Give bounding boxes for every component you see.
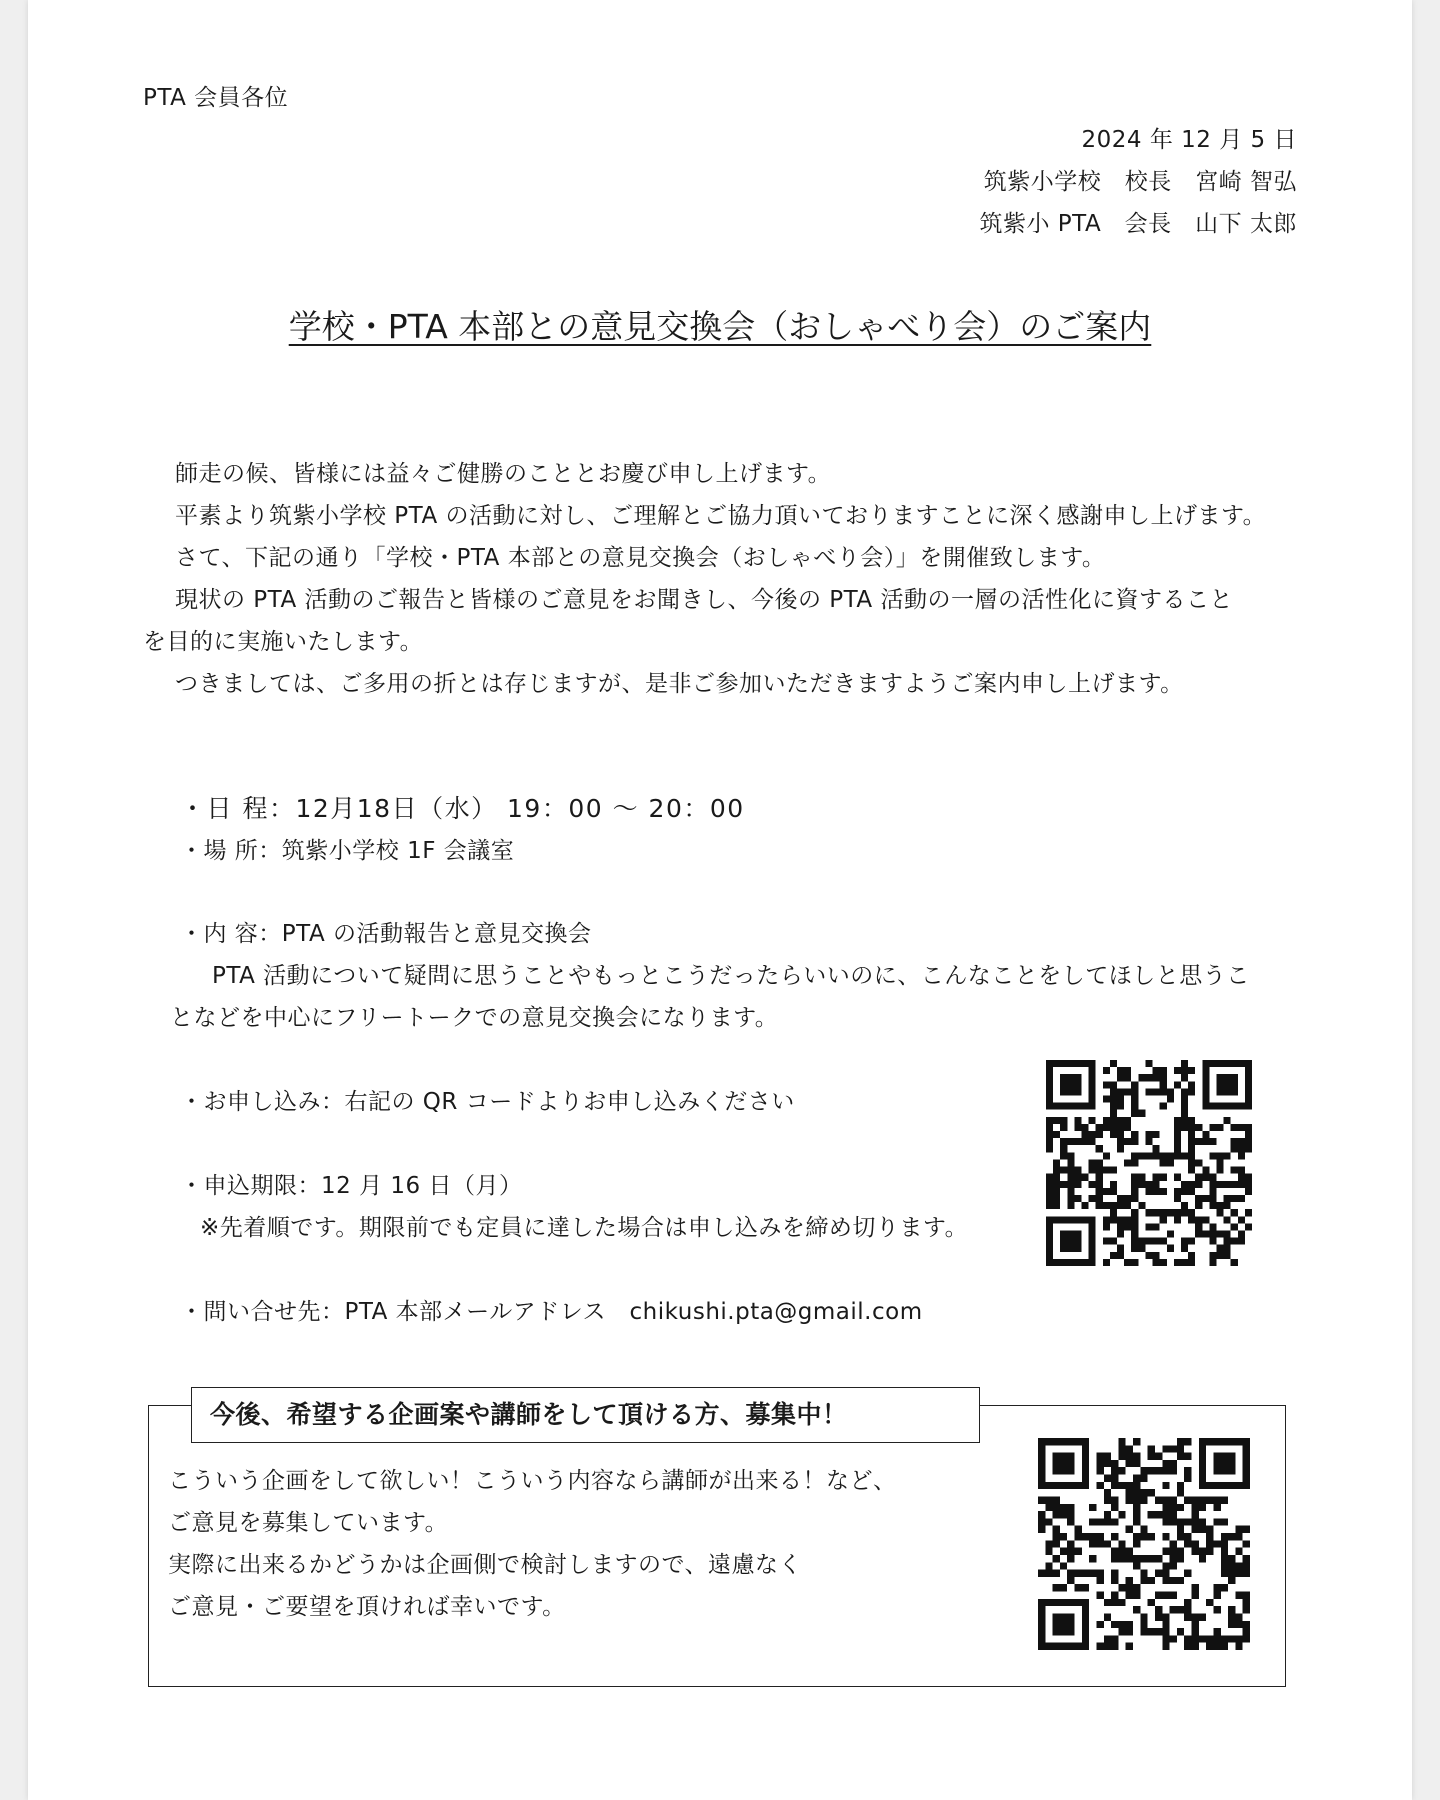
body-line-3: さて、下記の通り「学校・PTA 本部との意見交換会（おしゃべり会）」を開催致します。 xyxy=(175,545,1106,571)
contact-item: ・問い合せ先：PTA 本部メールアドレス chikushi.pta@gmail.com xyxy=(180,1299,923,1325)
recruit-line-2: ご意見を募集しています。 xyxy=(168,1510,449,1536)
apply-item: ・お申し込み：右記の QR コードよりお申し込みください xyxy=(180,1089,795,1115)
content-item: ・内 容：PTA の活動報告と意見交換会 xyxy=(180,921,592,947)
recruit-line-1: こういう企画をして欲しい！こういう内容なら講師が出来る！など、 xyxy=(168,1468,897,1494)
content-description-2: となどを中心にフリートークでの意見交換会になります。 xyxy=(170,1005,779,1031)
content-description-1: PTA 活動について疑問に思うことやもっとこうだったらいいのに、こんなことをしてほしと思うこ xyxy=(212,963,1250,989)
sender-pta-president: 筑紫小 PTA 会長 山下 太郎 xyxy=(979,211,1297,237)
place-item: ・場 所：筑紫小学校 1F 会議室 xyxy=(180,838,515,864)
document-date: 2024 年 12 月 5 日 xyxy=(1081,127,1297,153)
body-line-2: 平素より筑紫小学校 PTA の活動に対し、ご理解とご協力頂いておりますことに深く感謝申し上げます。 xyxy=(175,503,1267,529)
body-line-6: つきましては、ご多用の折とは存じますが、是非ご参加いただきますようご案内申し上げます。 xyxy=(175,671,1184,697)
recruit-line-3: 実際に出来るかどうかは企画側で検討しますので、遠慮なく xyxy=(168,1552,803,1578)
application-qr-code[interactable] xyxy=(1046,1060,1252,1266)
body-line-5: を目的に実施いたします。 xyxy=(143,629,424,655)
addressee: PTA 会員各位 xyxy=(143,85,289,111)
schedule-item: ・日 程：12月18日（水） 19：00 ～ 20：00 xyxy=(180,794,745,823)
recruit-qr-code[interactable] xyxy=(1038,1438,1250,1650)
body-line-4: 現状の PTA 活動のご報告と皆様のご意見をお聞きし、今後の PTA 活動の一層の活性化に資すること xyxy=(175,587,1233,613)
deadline-item: ・申込期限：12 月 16 日（月） xyxy=(180,1173,523,1199)
recruit-line-4: ご意見・ご要望を頂ければ幸いです。 xyxy=(168,1594,566,1620)
recruit-box-heading: 今後、希望する企画案や講師をして頂ける方、募集中！ xyxy=(191,1387,980,1443)
deadline-note: ※先着順です。期限前でも定員に達した場合は申し込みを締め切ります。 xyxy=(200,1215,969,1241)
document-title: 学校・PTA 本部との意見交換会（おしゃべり会）のご案内 xyxy=(288,307,1152,346)
sender-school-principal: 筑紫小学校 校長 宮崎 智弘 xyxy=(983,169,1297,195)
greeting-line: 師走の候、皆様には益々ご健勝のこととお慶び申し上げます。 xyxy=(175,461,832,487)
